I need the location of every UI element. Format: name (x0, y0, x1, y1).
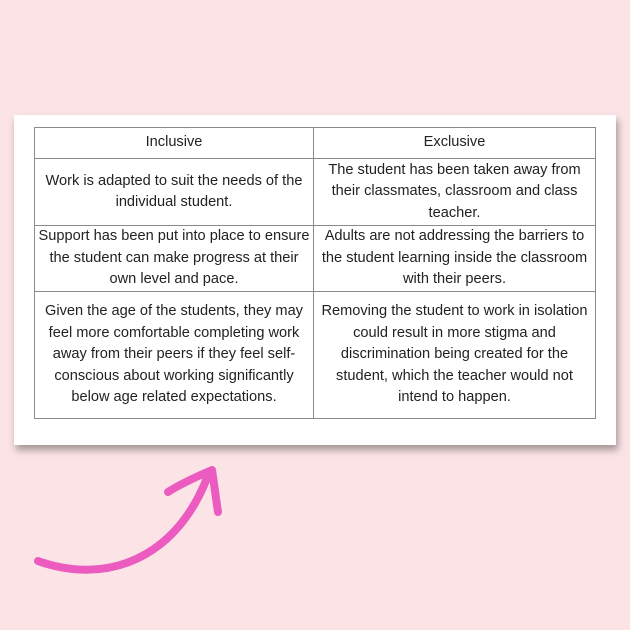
comparison-table (34, 127, 596, 419)
cell-inclusive: Work is adapted to suit the needs of the individual student. (35, 159, 314, 226)
document-card (14, 115, 616, 445)
table-row (35, 226, 596, 292)
header-exclusive: Exclusive (314, 128, 596, 159)
table-row (35, 159, 596, 226)
cell-exclusive: Adults are not addressing the barriers to the student learning inside the classroom with their peers. (314, 226, 596, 292)
cell-inclusive: Support has been put into place to ensure the student can make progress at their own level and pace. (35, 226, 314, 292)
cell-inclusive: Given the age of the students, they may feel more comfortable completing work away from their peers if they feel self-conscious about working significantly below age related expectations. (35, 292, 314, 419)
cell-exclusive: The student has been taken away from their classmates, classroom and class teacher. (314, 159, 596, 226)
table-header-row (35, 128, 596, 159)
header-inclusive: Inclusive (35, 128, 314, 159)
cell-exclusive: Removing the student to work in isolation could result in more stigma and discrimination being created for the student, which the teacher would not intend to happen. (314, 292, 596, 419)
table-row (35, 292, 596, 419)
